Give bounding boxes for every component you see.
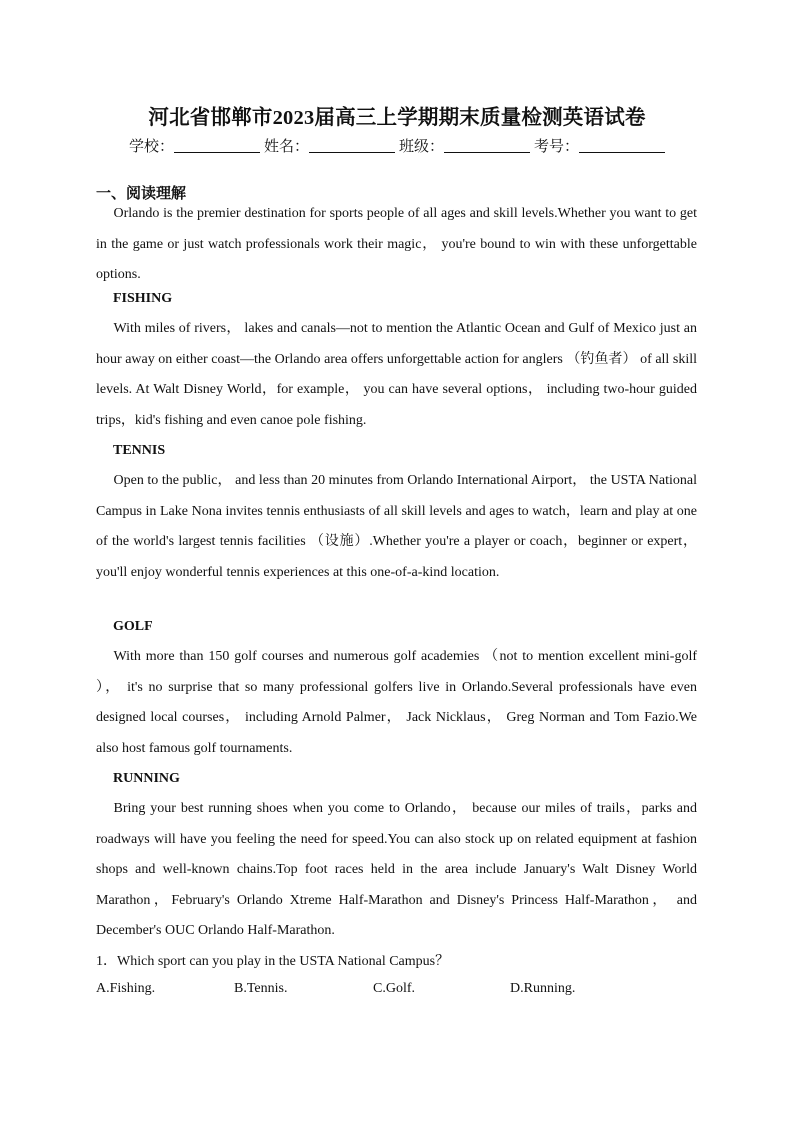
option-c[interactable]: C.Golf. — [373, 981, 415, 996]
option-d[interactable]: D.Running. — [510, 981, 576, 996]
student-info-line — [0, 135, 794, 156]
class-label: 班级： — [399, 137, 445, 155]
golf-paragraph: With more than 150 golf courses and numerous golf academies （not to mention excellent mini-golf ）， it's no surprise that so many professional golfers live in Orlando.Several professionals have even designed local courses， including Arnold Palmer， Jack Nicklaus， Greg Norman and Tom Fazio.We also host famous golf tournaments. — [96, 649, 697, 756]
tennis-paragraph: Open to the public， and less than 20 minutes from Orlando International Airport， the USTA National Campus in Lake Nona invites tennis enthusiasts of all skill levels and ages to watch，learn and play at one of the world's largest tennis facilities （设施）.Whether you're a player or coach，beginner or expert，you'll enjoy wonderful tennis experiences at this one-of-a-kind location. — [96, 473, 697, 580]
option-a[interactable]: A.Fishing. — [96, 981, 156, 996]
tennis-heading: TENNIS — [113, 443, 166, 458]
section-title: 一、阅读理解 — [96, 184, 187, 202]
question-1: 1．Which sport can you play in the USTA National Campus？ — [96, 954, 450, 969]
running-heading: RUNNING — [113, 771, 180, 786]
running-paragraph: Bring your best running shoes when you come to Orlando， because our miles of trails，parks and roadways will have you feeling the need for speed.You can also stock up on related equipment at fashion shops and well-known chains.Top foot races held in the area include January's Walt Disney World Marathon，February's Orlando Xtreme Half-Marathon and Disney's Princess Half-Marathon， and December's OUC Orlando Half-Marathon. — [96, 801, 697, 938]
school-label: 学校： — [128, 137, 174, 155]
school-blank — [174, 138, 260, 153]
name-label: 姓名： — [263, 137, 309, 155]
class-blank — [444, 138, 530, 153]
fishing-heading: FISHING — [113, 291, 173, 306]
option-b[interactable]: B.Tennis. — [234, 981, 288, 996]
name-blank — [309, 138, 395, 153]
exam-title: 河北省邯郸市2023届高三上学期期末质量检测英语试卷 — [148, 107, 646, 129]
intro-paragraph: Orlando is the premier destination for sports people of all ages and skill levels.Whether you want to get in the game or just watch professionals work their magic， you're bound to win with these unforgettable options. — [96, 206, 697, 282]
exam-number-blank — [579, 138, 665, 153]
exam-number-label: 考号： — [534, 137, 580, 155]
golf-heading: GOLF — [113, 619, 153, 634]
fishing-paragraph: With miles of rivers， lakes and canals—not to mention the Atlantic Ocean and Gulf of Mexico just an hour away on either coast—the Orlando area offers unforgettable action for anglers （钓鱼者） of all skill levels. At Walt Disney World，for example， you can have several options， including two-hour guided trips，kid's fishing and even canoe pole fishing. — [96, 321, 697, 428]
